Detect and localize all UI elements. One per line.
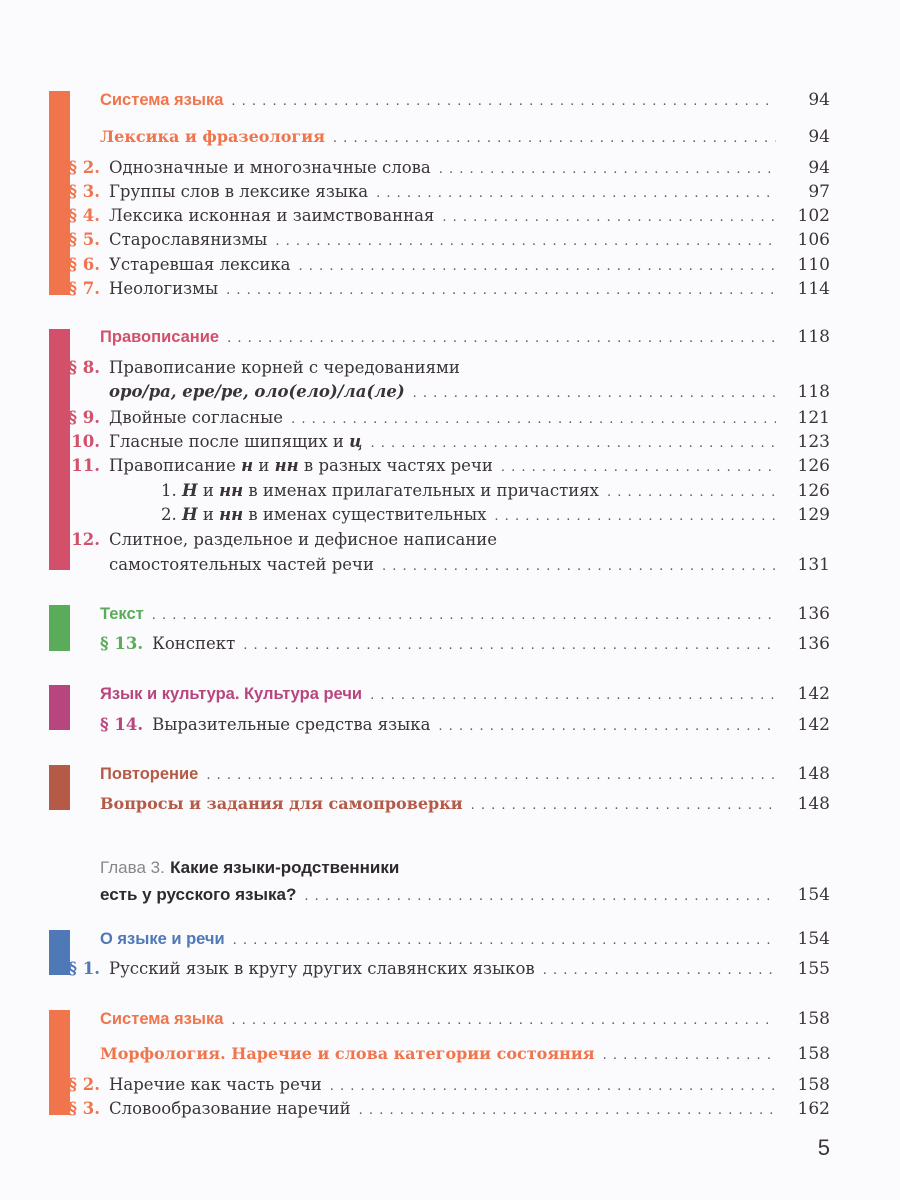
- dot-leader: [206, 765, 776, 787]
- item-title: Неологизмы: [109, 279, 219, 298]
- toc-item-line2[interactable]: [43, 381, 830, 405]
- item-title: Наречие как часть речи: [109, 1075, 322, 1094]
- dot-leader: [543, 960, 776, 982]
- page-ref: 110: [797, 255, 830, 275]
- toc-item[interactable]: [43, 431, 830, 455]
- section-title: Текст: [100, 605, 144, 623]
- item-title-italic: оро/ра, ере/ре, оло(ело)/ла(ле): [109, 382, 405, 401]
- dot-leader: [607, 482, 776, 504]
- dot-leader: [299, 256, 776, 278]
- item-title: Группы слов в лексике языка: [109, 182, 369, 201]
- section-title: Правописание: [100, 328, 220, 346]
- item-title: Правописание: [109, 456, 242, 475]
- dot-leader: [603, 1045, 776, 1067]
- dot-leader: [501, 457, 776, 479]
- section-title: Повторение: [100, 765, 199, 783]
- page-ref: 123: [797, 432, 830, 452]
- toc-item[interactable]: [43, 1074, 830, 1098]
- toc-item-line2[interactable]: [43, 554, 830, 578]
- toc-subitem[interactable]: [43, 480, 830, 504]
- page-ref: 121: [797, 408, 830, 428]
- item-title-italic: нн: [219, 505, 244, 524]
- toc-item[interactable]: [43, 254, 830, 278]
- paragraph-number: § 5.: [68, 230, 100, 249]
- item-title-italic: Н: [182, 505, 198, 524]
- paragraph-number: § 3.: [68, 182, 100, 201]
- page-ref: 102: [797, 206, 830, 226]
- toc-item[interactable]: [43, 958, 830, 982]
- paragraph-number: § 1.: [68, 959, 100, 978]
- page-ref: 154: [797, 885, 830, 905]
- toc-section[interactable]: [100, 89, 830, 113]
- item-title: Двойные согласные: [109, 408, 284, 427]
- page-ref: 158: [797, 1044, 830, 1064]
- page-ref: 142: [797, 715, 830, 735]
- section-title: О языке и речи: [100, 930, 225, 948]
- toc-item[interactable]: [43, 407, 830, 431]
- chapter-title: есть у русского языка?: [100, 885, 297, 904]
- paragraph-number: § 10.: [56, 432, 100, 451]
- page-ref: 155: [797, 959, 830, 979]
- dot-leader: [370, 685, 776, 707]
- dot-leader: [227, 328, 776, 350]
- page-ref: 126: [797, 456, 830, 476]
- toc-item[interactable]: [100, 633, 830, 657]
- toc-section[interactable]: [100, 326, 830, 350]
- page-ref: 94: [808, 127, 830, 147]
- item-title-italic: ц: [349, 432, 363, 451]
- item-title-italic: нн: [219, 481, 244, 500]
- item-title: Лексика исконная и заимствованная: [109, 206, 435, 225]
- paragraph-number: § 6.: [68, 255, 100, 274]
- toc-item[interactable]: [43, 278, 830, 302]
- toc-subsection[interactable]: [100, 793, 830, 817]
- toc-item[interactable]: [43, 1098, 830, 1122]
- item-title: Правописание корней с чередованиями: [109, 358, 460, 377]
- paragraph-number: § 4.: [68, 206, 100, 225]
- page-ref: 154: [797, 929, 830, 949]
- paragraph-number: § 13.: [100, 634, 144, 653]
- section-title: Система языка: [100, 1010, 224, 1028]
- dot-leader: [231, 91, 776, 113]
- dot-leader: [275, 231, 776, 253]
- dot-leader: [413, 383, 776, 405]
- paragraph-number: § 14.: [100, 715, 144, 734]
- color-bar-brown: [49, 765, 70, 810]
- toc-item-line1[interactable]: [43, 357, 830, 379]
- toc-item[interactable]: [43, 205, 830, 229]
- page-ref: 106: [797, 230, 830, 250]
- dot-leader: [382, 556, 776, 578]
- color-bar-magenta: [49, 685, 70, 730]
- dot-leader: [330, 1076, 776, 1098]
- page-number: 5: [817, 1135, 830, 1160]
- item-title: в именах прилагательных и причастиях: [243, 481, 599, 500]
- toc-section[interactable]: [100, 683, 830, 707]
- toc-item[interactable]: [43, 181, 830, 205]
- item-title: самостоятельных частей речи: [109, 555, 374, 574]
- toc-section[interactable]: [100, 1008, 830, 1032]
- page-ref: 118: [797, 327, 830, 347]
- item-title: Старославянизмы: [109, 230, 268, 249]
- dot-leader: [291, 409, 776, 431]
- item-title-italic: Н: [182, 481, 198, 500]
- page-ref: 142: [797, 684, 830, 704]
- item-title: Гласные после шипящих и: [109, 432, 350, 451]
- page-ref: 162: [797, 1099, 830, 1119]
- toc-item[interactable]: [43, 455, 830, 479]
- subitem-number: 1.: [161, 481, 182, 500]
- dot-leader: [438, 716, 776, 738]
- paragraph-number: § 8.: [68, 358, 100, 377]
- toc-subsection[interactable]: [100, 1043, 830, 1067]
- toc-item[interactable]: [43, 229, 830, 253]
- item-title: Выразительные средства языка: [152, 715, 431, 734]
- subsection-title: Морфология. Наречие и слова категории состояния: [100, 1044, 595, 1063]
- page-ref: 97: [808, 182, 830, 202]
- item-title: и: [197, 481, 220, 500]
- page-ref: 131: [797, 555, 830, 575]
- page-ref: 148: [797, 794, 830, 814]
- subsection-title: Лексика и фразеология: [100, 127, 325, 146]
- dot-leader: [333, 128, 776, 150]
- page-ref: 158: [797, 1075, 830, 1095]
- paragraph-number: § 2.: [68, 158, 100, 177]
- item-title: и: [197, 505, 220, 524]
- page-ref: 118: [797, 382, 830, 402]
- toc-section[interactable]: [100, 603, 830, 627]
- dot-leader: [494, 506, 776, 528]
- dot-leader: [233, 930, 776, 952]
- dot-leader: [376, 183, 776, 205]
- dot-leader: [152, 605, 776, 627]
- page-ref: 148: [797, 764, 830, 784]
- item-title: в разных частях речи: [298, 456, 493, 475]
- item-title-italic: н: [241, 456, 254, 475]
- toc-item[interactable]: [100, 714, 830, 738]
- chapter-heading-line1[interactable]: [100, 857, 830, 879]
- color-bar-green: [49, 605, 70, 651]
- toc-item-line1[interactable]: [43, 529, 830, 551]
- item-title: и: [253, 456, 275, 475]
- paragraph-number: § 3.: [68, 1099, 100, 1118]
- subitem-number: 2.: [161, 505, 182, 524]
- dot-leader: [359, 1100, 776, 1122]
- paragraph-number: § 9.: [68, 408, 100, 427]
- toc-subsection[interactable]: [100, 126, 830, 150]
- chapter-heading-line2[interactable]: [100, 884, 830, 908]
- page-ref: 94: [808, 158, 830, 178]
- item-title: в именах существительных: [243, 505, 487, 524]
- item-title: Однозначные и многозначные слова: [109, 158, 431, 177]
- paragraph-number: § 11.: [56, 456, 100, 475]
- section-title: Система языка: [100, 91, 224, 109]
- dot-leader: [304, 886, 776, 908]
- paragraph-number: § 2.: [68, 1075, 100, 1094]
- item-title: Словообразование наречий: [109, 1099, 351, 1118]
- section-title: Язык и культура. Культура речи: [100, 685, 363, 703]
- page-ref: 158: [797, 1009, 830, 1029]
- toc-section[interactable]: [100, 763, 830, 787]
- paragraph-number: § 7.: [68, 279, 100, 298]
- paragraph-number: § 12.: [56, 530, 100, 549]
- chapter-label: Глава 3.: [100, 858, 165, 877]
- item-title: Русский язык в кругу других славянских языков: [109, 959, 535, 978]
- page-ref: 94: [808, 90, 830, 110]
- chapter-title: Какие языки-родственники: [170, 858, 400, 877]
- item-title: Конспект: [152, 634, 236, 653]
- dot-leader: [370, 433, 776, 455]
- dot-leader: [442, 207, 776, 229]
- item-title: Устаревшая лексика: [109, 255, 291, 274]
- item-title-italic: нн: [274, 456, 299, 475]
- dot-leader: [471, 795, 776, 817]
- toc-section[interactable]: [100, 928, 830, 952]
- toc-subitem[interactable]: [43, 504, 830, 528]
- dot-leader: [243, 635, 776, 657]
- item-title: Слитное, раздельное и дефисное написание: [109, 530, 498, 549]
- dot-leader: [231, 1010, 776, 1032]
- page-ref: 136: [797, 604, 830, 624]
- dot-leader: [439, 159, 776, 181]
- page-ref: 114: [797, 279, 830, 299]
- subsection-title: Вопросы и задания для самопроверки: [100, 794, 463, 813]
- page-ref: 136: [797, 634, 830, 654]
- dot-leader: [226, 280, 776, 302]
- page-ref: 129: [797, 505, 830, 525]
- toc-item[interactable]: [43, 157, 830, 181]
- page-ref: 126: [797, 481, 830, 501]
